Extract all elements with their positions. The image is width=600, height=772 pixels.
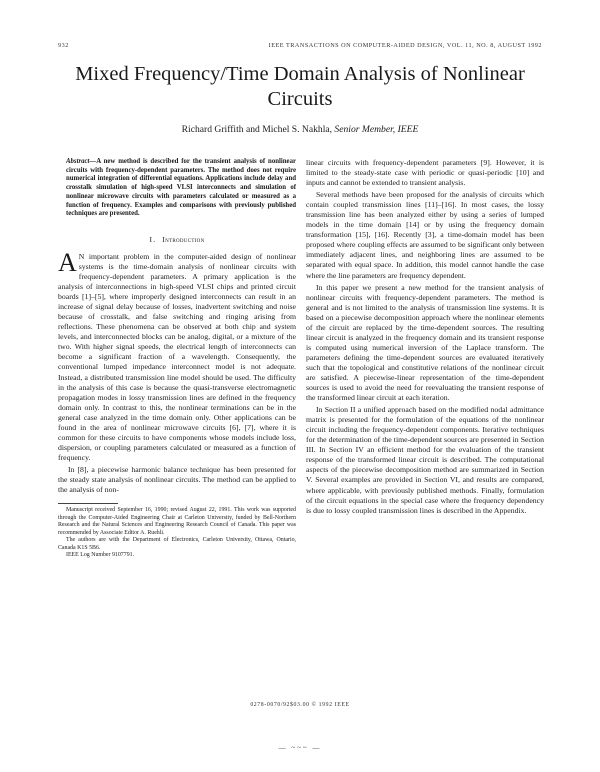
abstract (66, 158, 296, 219)
footnote-rule (58, 503, 118, 504)
section-number: I. (149, 234, 157, 244)
abstract-lead: Abstract— (66, 158, 97, 165)
copyright-line: 0278-0070/92$03.00 © 1992 IEEE (250, 702, 350, 708)
drop-cap: A (58, 247, 77, 277)
right-paragraph-2: Several methods have been proposed for the analysis of circuits which contain coupled transmission lines [11]–[16]. In most cases, the lossy transmission line has been analyzed either by using a series of lumped models in the time domain [14] or by using the frequency domain transformation [15], [16]. Recently [3], a time-domain model has been proposed where coupling effects are assumed to be significant only between immediately adjacent lines, and neighboring lines are assumed to be separated with equal space. In addition, this model cannot handle the case where the line parameters are frequency dependent. (306, 190, 544, 280)
folio-mark: — ~~~ — (278, 744, 322, 752)
author-role: Senior Member, IEEE (334, 124, 419, 135)
paper-title: Mixed Frequency/Time Domain Analysis of Nonlinear Circuits (75, 63, 525, 110)
footnote-manuscript: Manuscript received September 16, 1990; revised August 22, 1991. This work was supported through the Computer-Aided Engineering Chair at Carleton University, funded by Bell-Northern Research and the Natural Sciences and Engineering Research Council of Canada. This paper was recommended by Associate Editor A. Ruehli. (58, 507, 296, 536)
author-line (60, 124, 540, 135)
running-head (58, 42, 542, 52)
left-column (58, 158, 296, 560)
author-names: Richard Griffith and Michel S. Nakhla, (181, 124, 333, 135)
footnote-affiliation: The authors are with the Department of Electronics, Carleton University, Ottawa, Ontario, Canada K1S 5B6. (58, 537, 296, 551)
intro-paragraph-2: In [8], a piecewise harmonic balance technique has been presented for the steady state analysis of nonlinear circuits. The method can be applied to the analysis of non- (58, 464, 296, 495)
right-column (306, 158, 544, 516)
footnote-log-number: IEEE Log Number 9107791. (66, 552, 135, 559)
right-paragraph-4: In Section II a unified approach based on the modified nodal admittance matrix is presented for the formulation of the equations of the nonlinear circuit including the frequency-dependent components. Iterative techniques for the determination of the time-dependent sources are presented in Section III. In Section IV an efficient method for the evaluation of the transient response of the transformed linear circuit is described. The computational aspects of the piecewise decomposition method are summarized in Section V. Several examples are provided in Section VI, and results are compared, where applicable, with previously published methods. Finally, formulation of the circuit equations in the special case where the frequency dependency is due to lossy coupled transmission lines is described in the Appendix. (306, 405, 544, 515)
footnotes (58, 507, 296, 560)
right-paragraph-3: In this paper we present a new method for the transient analysis of nonlinear circuits with frequency-dependent parameters. The method is general and is not limited to the analysis of transmission line systems. It is based on a piecewise decomposition approach where the nonlinear elements of the circuit are replaced by the time-dependent sources. The resulting linear circuit is analyzed in the frequency domain and its transient response is computed using numerical inversion of the Laplace transform. The parameters defining the time-dependent sources are evaluated iteratively such that the topological and constitutive relations of the nonlinear circuit are satisfied. A piecewise-linear representation of the time-dependent sources is used to avoid the need for reevaluating the transient response of the transformed linear circuit at each iteration. (306, 282, 544, 403)
right-paragraph-1: linear circuits with frequency-dependent parameters [9]. However, it is limited to the steady-state case with periodic or quasi-periodic [10] and inputs and cannot be extended to transient analysis. (306, 158, 544, 188)
page-number: 932 (58, 42, 69, 49)
section-title: Introduction (162, 234, 205, 244)
intro-paragraph-1 (58, 247, 296, 463)
abstract-text: A new method is described for the transient analysis of nonlinear circuits with frequency-dependent parameters. The method does not require numerical integration of differential equations. Applications include delay and crosstalk simulation of high-speed VLSI interconnects and simulation of nonlinear microwave circuits with parameters calculated or measured as a function of frequency. Examples and comparisons with previously published techniques are presented. (66, 158, 296, 218)
intro-paragraph-1-text: N important problem in the computer-aided design of nonlinear systems is the time-domain analysis of nonlinear circuits with frequency-dependent parameters. A primary application is the analysis of interconnections in high-speed VLSI chips and printed circuit boards [1]–[5], where improperly designed interconnects can result in an increase of signal delay because of losses, inadvertent switching and noise because of crosstalk, and false switching and ringing arising from reflections. These phenomena can be observed at both chip and system levels, and interconnected blocks can be analog, digital, or a mixture of the two. With higher signal speeds, the electrical length of interconnects can become a significant fraction of a wavelength. Consequently, the conventional lumped impedance interconnect model is not adequate. Instead, a distributed transmission line model should be used. The difficulty in the analysis of this case is because the quasi-transverse electromagnetic propagation modes in lossy transmission lines are defined in the frequency domain only. In contrast to this, the nonlinear terminations can be in the general case analyzed in the time domain only. Other applications can be found in the area of nonlinear microwave circuits [6], [7], where it is common for these circuits to have components whose models include loss, dispersion, or coupling parameters calculated or measured as a function of frequency. (58, 251, 296, 462)
journal-line: IEEE TRANSACTIONS ON COMPUTER-AIDED DESIGN, VOL. 11, NO. 8, AUGUST 1992 (268, 42, 542, 49)
section-heading (58, 235, 296, 245)
